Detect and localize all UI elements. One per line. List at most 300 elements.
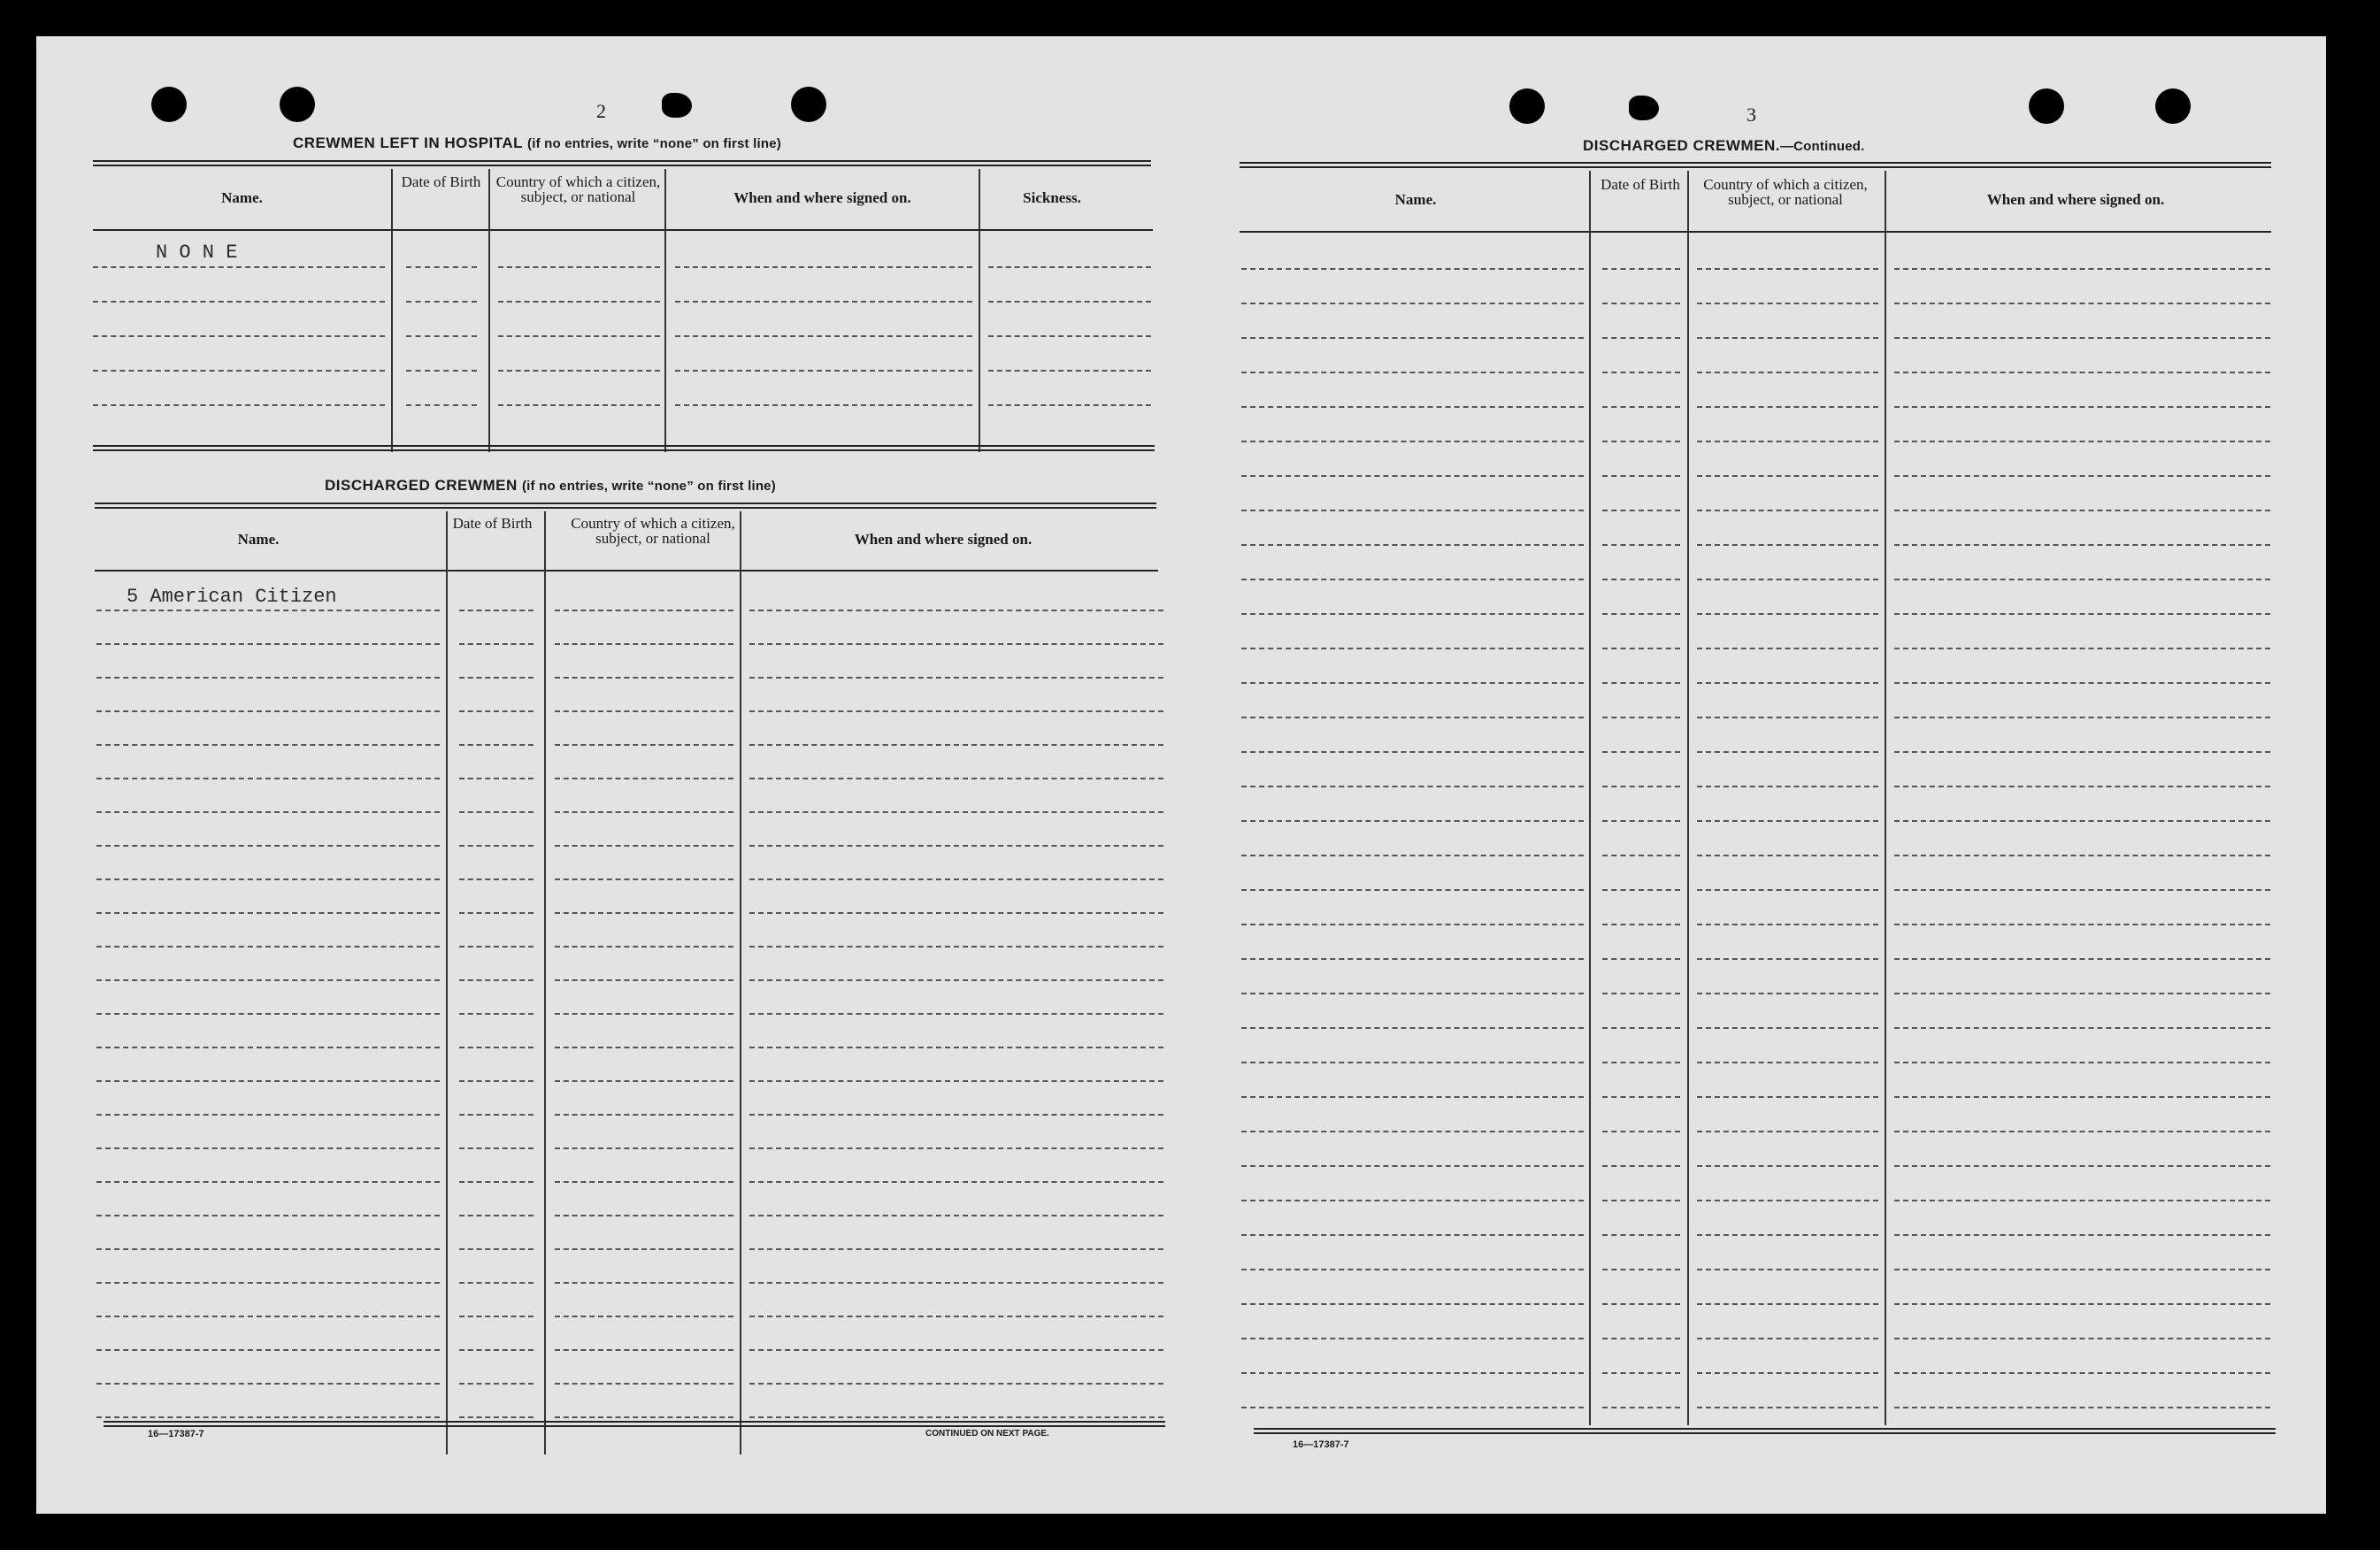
ruled-line — [1894, 579, 2270, 580]
ruled-line — [555, 879, 733, 880]
ruled-line — [555, 710, 733, 712]
ruled-line — [459, 1080, 534, 1082]
ruled-line — [1602, 1407, 1680, 1408]
punch-hole-icon — [791, 87, 826, 122]
ruled-line — [749, 946, 1163, 948]
punch-hole-icon — [2155, 88, 2191, 124]
right-top-rule — [1240, 162, 2271, 168]
ruled-line — [96, 1383, 440, 1385]
ruled-line — [96, 946, 440, 948]
ruled-line — [1697, 510, 1878, 511]
ruled-line — [406, 335, 477, 337]
discharged-bottom-rule — [104, 1421, 1165, 1427]
ruled-line — [1241, 1096, 1584, 1098]
ruled-line — [1697, 441, 1878, 442]
ruled-line — [1241, 682, 1584, 684]
ruled-line — [1894, 855, 2270, 856]
ruled-line — [675, 370, 972, 372]
ruled-line — [498, 335, 660, 337]
ruled-line — [555, 1147, 733, 1149]
ruled-line — [749, 1147, 1163, 1149]
ruled-line — [555, 979, 733, 981]
ruled-line — [555, 946, 733, 948]
ruled-line — [1241, 303, 1584, 304]
ruled-line — [1894, 1407, 2270, 1408]
ruled-line — [1602, 1200, 1680, 1201]
ruled-line — [1241, 1200, 1584, 1201]
ruled-line — [96, 879, 440, 880]
ruled-line — [555, 1013, 733, 1015]
ruled-line — [1602, 406, 1680, 408]
right-divider — [1885, 171, 1886, 1425]
ruled-line — [96, 811, 440, 813]
ruled-line — [1241, 268, 1584, 270]
ruled-line — [459, 610, 534, 611]
ruled-line — [1602, 1096, 1680, 1098]
ruled-line — [459, 1114, 534, 1116]
ruled-line — [555, 1316, 733, 1317]
ruled-line — [749, 1349, 1163, 1351]
ruled-line — [1241, 855, 1584, 856]
ruled-line — [1602, 993, 1680, 994]
ruled-line — [1894, 924, 2270, 925]
ruled-line — [555, 1248, 733, 1250]
ruled-line — [1602, 1372, 1680, 1374]
ruled-line — [406, 301, 477, 303]
ruled-line — [749, 1114, 1163, 1116]
ruled-line — [988, 335, 1151, 337]
ruled-line — [1602, 1062, 1680, 1063]
ruled-line — [988, 404, 1151, 406]
ruled-line — [459, 1047, 534, 1048]
ruled-line — [1602, 1338, 1680, 1339]
punch-hole-icon — [280, 87, 315, 122]
ruled-line — [749, 1013, 1163, 1015]
ruled-line — [555, 1349, 733, 1351]
ruled-line — [1697, 268, 1878, 270]
ruled-line — [1894, 303, 2270, 304]
ruled-line — [1241, 993, 1584, 994]
ruled-line — [555, 610, 733, 611]
ruled-line — [1894, 268, 2270, 270]
hospital-col-signed-on: When and where signed on. — [733, 189, 911, 206]
ruled-line — [406, 370, 477, 372]
ruled-line — [96, 643, 440, 645]
ruled-line — [1602, 1027, 1680, 1029]
ruled-line — [1894, 993, 2270, 994]
ruled-line — [1894, 820, 2270, 822]
discharged-top-rule — [95, 503, 1156, 509]
ruled-line — [1894, 717, 2270, 718]
right-header-rule — [1240, 231, 2271, 233]
hospital-col-sickness: Sickness. — [1023, 189, 1081, 206]
hospital-col-name: Name. — [221, 189, 263, 206]
ruled-line — [1241, 1269, 1584, 1270]
ruled-line — [1697, 1131, 1878, 1132]
ruled-line — [1697, 924, 1878, 925]
ruled-line — [1894, 613, 2270, 615]
ruled-line — [1602, 441, 1680, 442]
ruled-line — [555, 643, 733, 645]
ruled-line — [1241, 648, 1584, 649]
ruled-line — [93, 370, 385, 372]
ruled-line — [1241, 372, 1584, 373]
ruled-line — [459, 1181, 534, 1183]
ruled-line — [93, 335, 385, 337]
ruled-line — [93, 301, 385, 303]
punch-hole-icon — [1509, 88, 1545, 124]
ruled-line — [555, 1416, 733, 1418]
ruled-line — [459, 778, 534, 779]
ruled-line — [555, 811, 733, 813]
ruled-line — [555, 1114, 733, 1116]
ruled-line — [555, 1383, 733, 1385]
ruled-line — [459, 1282, 534, 1284]
hospital-bottom-rule — [93, 445, 1155, 451]
ruled-line — [749, 710, 1163, 712]
ruled-line — [675, 335, 972, 337]
ruled-line — [93, 404, 385, 406]
ruled-line — [498, 370, 660, 372]
discharged-continued-title — [1583, 137, 1864, 155]
ruled-line — [498, 266, 660, 268]
ruled-line — [1241, 786, 1584, 787]
ruled-line — [96, 1416, 440, 1418]
punch-hole-icon — [2029, 88, 2064, 124]
ruled-line — [1241, 510, 1584, 511]
ruled-line — [1602, 1131, 1680, 1132]
ruled-line — [749, 1047, 1163, 1048]
ruled-line — [1697, 1027, 1878, 1029]
ruled-line — [1602, 889, 1680, 891]
ruled-line — [1602, 751, 1680, 753]
discharged-divider — [544, 511, 546, 1454]
discharged-title-text: DISCHARGED CREWMEN — [325, 477, 518, 494]
ruled-line — [1241, 1062, 1584, 1063]
hospital-divider — [391, 169, 393, 452]
ruled-line — [1894, 1303, 2270, 1305]
ruled-line — [1894, 751, 2270, 753]
hospital-divider — [664, 169, 666, 452]
ruled-line — [749, 1080, 1163, 1082]
ruled-line — [406, 266, 477, 268]
page-number: 2 — [596, 100, 606, 122]
ruled-line — [1602, 1269, 1680, 1270]
ruled-line — [988, 301, 1151, 303]
ruled-line — [1894, 1372, 2270, 1374]
ruled-line — [96, 1047, 440, 1048]
ruled-line — [1602, 855, 1680, 856]
ruled-line — [555, 912, 733, 914]
discharged-col-dob: Date of Birth — [452, 515, 533, 532]
ruled-line — [1894, 1200, 2270, 1201]
ruled-line — [749, 1316, 1163, 1317]
discharged-entry: 5 American Citizen — [127, 586, 337, 608]
ruled-line — [1241, 820, 1584, 822]
right-divider — [1687, 171, 1689, 1425]
right-bottom-rule — [1254, 1428, 2276, 1434]
right-divider — [1589, 171, 1591, 1425]
punch-hole-icon — [1629, 96, 1659, 120]
ruled-line — [749, 1215, 1163, 1216]
ruled-line — [1697, 820, 1878, 822]
ruled-line — [555, 1282, 733, 1284]
ruled-line — [1602, 924, 1680, 925]
ruled-line — [1602, 1303, 1680, 1305]
ruled-line — [555, 778, 733, 779]
ruled-line — [1894, 1131, 2270, 1132]
ruled-line — [749, 912, 1163, 914]
ruled-line — [1241, 924, 1584, 925]
ruled-line — [459, 677, 534, 679]
ruled-line — [1241, 751, 1584, 753]
ruled-line — [1241, 441, 1584, 442]
ruled-line — [459, 710, 534, 712]
right-col-dob: Date of Birth — [1601, 176, 1680, 193]
ruled-line — [555, 1181, 733, 1183]
ruled-line — [1602, 1165, 1680, 1167]
ruled-line — [459, 1013, 534, 1015]
ruled-line — [1894, 889, 2270, 891]
ruled-line — [96, 912, 440, 914]
ruled-line — [1697, 1234, 1878, 1236]
ruled-line — [1602, 268, 1680, 270]
ruled-line — [749, 1181, 1163, 1183]
ruled-line — [1697, 751, 1878, 753]
ruled-line — [1241, 544, 1584, 546]
ruled-line — [988, 370, 1151, 372]
ruled-line — [1602, 475, 1680, 477]
ruled-line — [1894, 648, 2270, 649]
ruled-line — [1241, 958, 1584, 960]
right-col-name: Name. — [1394, 191, 1437, 208]
ruled-line — [1697, 1165, 1878, 1167]
right-col-signed-on: When and where signed on. — [1986, 191, 2165, 208]
ruled-line — [1697, 303, 1878, 304]
ruled-line — [1894, 1027, 2270, 1029]
ruled-line — [1602, 303, 1680, 304]
ruled-line — [1697, 993, 1878, 994]
right-col-country: Country of which a citizen, subject, or national — [1703, 176, 1868, 208]
ruled-line — [1697, 786, 1878, 787]
ruled-line — [1602, 958, 1680, 960]
ruled-line — [1602, 372, 1680, 373]
hospital-col-dob: Date of Birth — [401, 173, 481, 190]
ruled-line — [1894, 475, 2270, 477]
ruled-line — [1241, 337, 1584, 339]
ruled-line — [1894, 1096, 2270, 1098]
ruled-line — [1894, 337, 2270, 339]
ruled-line — [555, 1080, 733, 1082]
ruled-line — [459, 1316, 534, 1317]
ruled-line — [1602, 786, 1680, 787]
ruled-line — [749, 879, 1163, 880]
ruled-line — [1602, 1234, 1680, 1236]
ruled-line — [1241, 1234, 1584, 1236]
ruled-line — [1602, 613, 1680, 615]
ruled-line — [1894, 786, 2270, 787]
hospital-col-country: Country of which a citizen, subject, or national — [495, 173, 661, 205]
ruled-line — [1241, 1165, 1584, 1167]
discharged-continued-text: DISCHARGED CREWMEN. — [1583, 137, 1780, 154]
ruled-line — [1602, 337, 1680, 339]
page-number: 3 — [1747, 104, 1756, 126]
ruled-line — [1697, 682, 1878, 684]
ruled-line — [988, 266, 1151, 268]
ruled-line — [96, 1349, 440, 1351]
ruled-line — [93, 266, 385, 268]
punch-hole-icon — [662, 93, 692, 118]
ruled-line — [459, 1416, 534, 1418]
ruled-line — [96, 1013, 440, 1015]
form-number: 16—17387-7 — [1293, 1439, 1349, 1450]
ruled-line — [1602, 579, 1680, 580]
continued-suffix: —Continued. — [1779, 139, 1865, 154]
ruled-line — [749, 610, 1163, 611]
ruled-line — [1894, 1338, 2270, 1339]
ruled-line — [1602, 648, 1680, 649]
ruled-line — [1697, 1269, 1878, 1270]
ruled-line — [749, 744, 1163, 746]
ruled-line — [1241, 613, 1584, 615]
form-paper — [36, 36, 2326, 1514]
ruled-line — [1697, 1096, 1878, 1098]
discharged-divider — [446, 511, 448, 1454]
ruled-line — [459, 811, 534, 813]
ruled-line — [459, 979, 534, 981]
ruled-line — [96, 1114, 440, 1116]
ruled-line — [96, 979, 440, 981]
discharged-divider — [740, 511, 741, 1454]
ruled-line — [1894, 544, 2270, 546]
ruled-line — [1697, 475, 1878, 477]
ruled-line — [749, 845, 1163, 847]
ruled-line — [406, 404, 477, 406]
ruled-line — [675, 301, 972, 303]
ruled-line — [1697, 544, 1878, 546]
ruled-line — [459, 1383, 534, 1385]
hospital-divider — [979, 169, 980, 452]
ruled-line — [1241, 1027, 1584, 1029]
ruled-line — [1241, 889, 1584, 891]
ruled-line — [459, 1349, 534, 1351]
ruled-line — [1697, 1303, 1878, 1305]
continued-note: CONTINUED ON NEXT PAGE. — [925, 1429, 1049, 1439]
ruled-line — [555, 1047, 733, 1048]
ruled-line — [96, 1215, 440, 1216]
ruled-line — [1241, 406, 1584, 408]
ruled-line — [749, 1416, 1163, 1418]
ruled-line — [1894, 1165, 2270, 1167]
discharged-section-title — [325, 477, 776, 495]
ruled-line — [96, 778, 440, 779]
ruled-line — [749, 811, 1163, 813]
ruled-line — [749, 1282, 1163, 1284]
ruled-line — [1894, 441, 2270, 442]
discharged-col-signed-on: When and where signed on. — [854, 531, 1033, 548]
ruled-line — [1894, 372, 2270, 373]
hospital-divider — [488, 169, 490, 452]
ruled-line — [1602, 544, 1680, 546]
ruled-line — [459, 744, 534, 746]
discharged-header-rule — [95, 570, 1158, 572]
ruled-line — [1697, 889, 1878, 891]
ruled-line — [1894, 510, 2270, 511]
ruled-line — [1697, 372, 1878, 373]
ruled-line — [1894, 1062, 2270, 1063]
ruled-line — [1241, 1338, 1584, 1339]
ruled-line — [459, 946, 534, 948]
ruled-line — [1894, 682, 2270, 684]
ruled-line — [749, 1248, 1163, 1250]
hospital-entry: N O N E — [156, 242, 238, 264]
ruled-line — [1241, 1407, 1584, 1408]
ruled-line — [459, 643, 534, 645]
ruled-line — [96, 610, 440, 611]
discharged-col-country: Country of which a citizen, subject, or national — [571, 515, 735, 547]
ruled-line — [96, 710, 440, 712]
hospital-section-title — [293, 134, 781, 152]
ruled-line — [749, 1383, 1163, 1385]
punch-hole-icon — [151, 87, 187, 122]
ruled-line — [1697, 337, 1878, 339]
ruled-line — [1602, 820, 1680, 822]
ruled-line — [1241, 579, 1584, 580]
form-number: 16—17387-7 — [148, 1429, 204, 1439]
ruled-line — [1241, 475, 1584, 477]
ruled-line — [1894, 406, 2270, 408]
discharged-col-name: Name. — [237, 531, 280, 548]
ruled-line — [1602, 510, 1680, 511]
ruled-line — [1697, 1338, 1878, 1339]
ruled-line — [1241, 717, 1584, 718]
ruled-line — [459, 879, 534, 880]
ruled-line — [1697, 1062, 1878, 1063]
ruled-line — [96, 1316, 440, 1317]
ruled-line — [555, 1215, 733, 1216]
ruled-line — [96, 744, 440, 746]
ruled-line — [96, 845, 440, 847]
ruled-line — [675, 266, 972, 268]
ruled-line — [749, 778, 1163, 779]
ruled-line — [555, 677, 733, 679]
ruled-line — [1697, 648, 1878, 649]
ruled-line — [1697, 1407, 1878, 1408]
ruled-line — [1697, 613, 1878, 615]
ruled-line — [459, 845, 534, 847]
ruled-line — [1602, 682, 1680, 684]
hospital-header-rule — [93, 229, 1153, 231]
ruled-line — [1697, 717, 1878, 718]
ruled-line — [749, 643, 1163, 645]
ruled-line — [1241, 1303, 1584, 1305]
ruled-line — [96, 1080, 440, 1082]
ruled-line — [555, 845, 733, 847]
ruled-line — [96, 1248, 440, 1250]
ruled-line — [749, 677, 1163, 679]
ruled-line — [1241, 1372, 1584, 1374]
ruled-line — [675, 404, 972, 406]
ruled-line — [498, 301, 660, 303]
discharged-instruction: (if no entries, write “none” on first line) — [521, 479, 776, 494]
ruled-line — [459, 1215, 534, 1216]
ruled-line — [1241, 1131, 1584, 1132]
ruled-line — [459, 1248, 534, 1250]
ruled-line — [1894, 958, 2270, 960]
ruled-line — [555, 744, 733, 746]
ruled-line — [1697, 1372, 1878, 1374]
ruled-line — [498, 404, 660, 406]
